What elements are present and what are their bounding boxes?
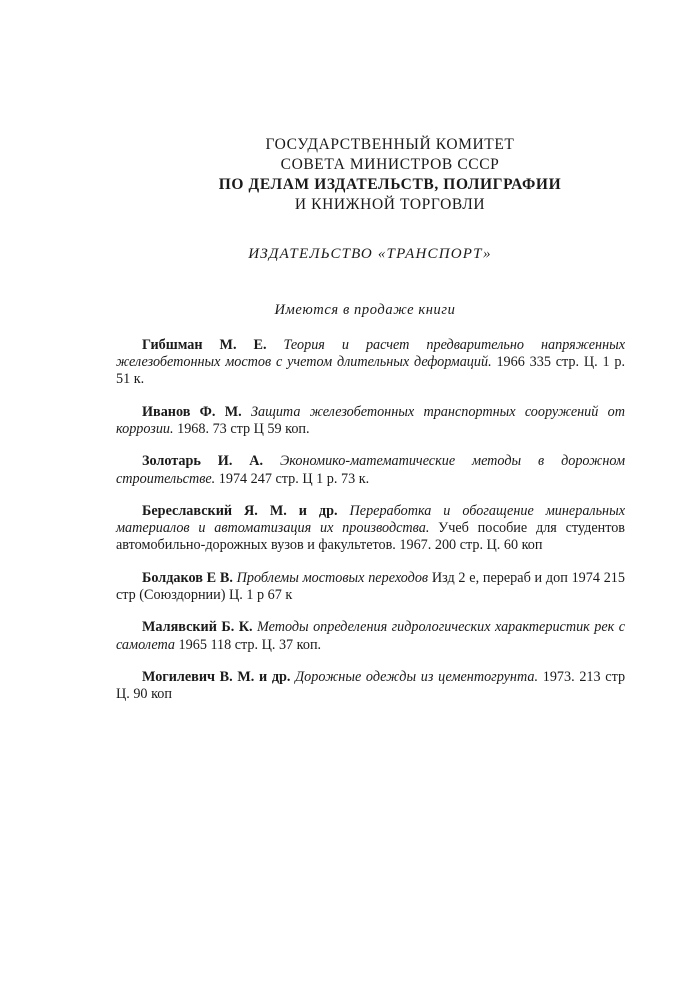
book-entry: [116, 503, 625, 555]
book-title: Переработка и обогащение минеральных материалов и автоматизация их производства.: [116, 502, 625, 537]
header-line: СОВЕТА МИНИСТРОВ СССР: [280, 156, 500, 173]
header-line: ГОСУДАРСТВЕННЫЙ КОМИТЕТ: [265, 136, 515, 153]
book-entry: [116, 453, 625, 487]
header-line: ПО ДЕЛАМ ИЗДАТЕЛЬСТВ, ПОЛИГРАФИИ: [218, 176, 562, 193]
book-title: Защита железобетонных транспортных сооружений от коррозии.: [116, 403, 625, 437]
book-list: [116, 337, 625, 719]
book-details: 1968. 73 стр Ц 59 коп.: [177, 421, 310, 437]
publisher-name: ИЗДАТЕЛЬСТВО «ТРАНСПОРТ»: [248, 246, 492, 262]
header-line: И КНИЖНОЙ ТОРГОВЛИ: [294, 196, 486, 213]
book-author: Болдаков Е В.: [142, 569, 233, 586]
book-author: Золотарь И. А.: [142, 453, 264, 470]
book-entry: [116, 337, 625, 389]
book-author: Могилевич В. М. и др.: [142, 668, 291, 685]
book-details: 1974 247 стр. Ц 1 р. 73 к.: [218, 470, 370, 487]
book-author: Малявский Б. К.: [142, 619, 253, 636]
book-title: Дорожные одежды из цементогрунта.: [295, 668, 539, 685]
book-entry: [116, 570, 625, 604]
committee-header: [0, 135, 700, 215]
book-author: Иванов Ф. М.: [142, 403, 242, 420]
section-subtitle: Имеются в продаже книги: [274, 302, 456, 318]
book-title: Теория и расчет предварительно напряженных железобетонных мостов с учетом длительных деформаций.: [116, 337, 626, 371]
book-details: 1973. 213 стр Ц. 90 коп: [116, 668, 626, 703]
book-details: 1965 118 стр. Ц. 37 коп.: [178, 636, 322, 653]
book-title: Экономико-математические методы в дорожном строительстве.: [116, 453, 626, 487]
book-author: Гибшман М. Е.: [142, 337, 267, 353]
book-entry: [116, 404, 625, 438]
book-entry: [116, 619, 625, 653]
book-details: Изд 2 е, перераб и доп 1974 215 стр (Союздорнии) Ц. 1 р 67 к: [116, 569, 625, 603]
book-details: 1966 335 стр. Ц. 1 р. 51 к.: [116, 354, 625, 388]
book-entry: [116, 669, 625, 703]
book-author: Береславский Я. М. и др.: [142, 502, 338, 519]
book-title: Методы определения гидрологических характеристик рек с самолета: [116, 619, 626, 653]
book-details: Учеб пособие для студентов автомобильно-дорожных вузов и факультетов. 1967. 200 стр. Ц. 60 коп: [116, 520, 626, 554]
book-title: Проблемы мостовых переходов: [236, 569, 429, 586]
